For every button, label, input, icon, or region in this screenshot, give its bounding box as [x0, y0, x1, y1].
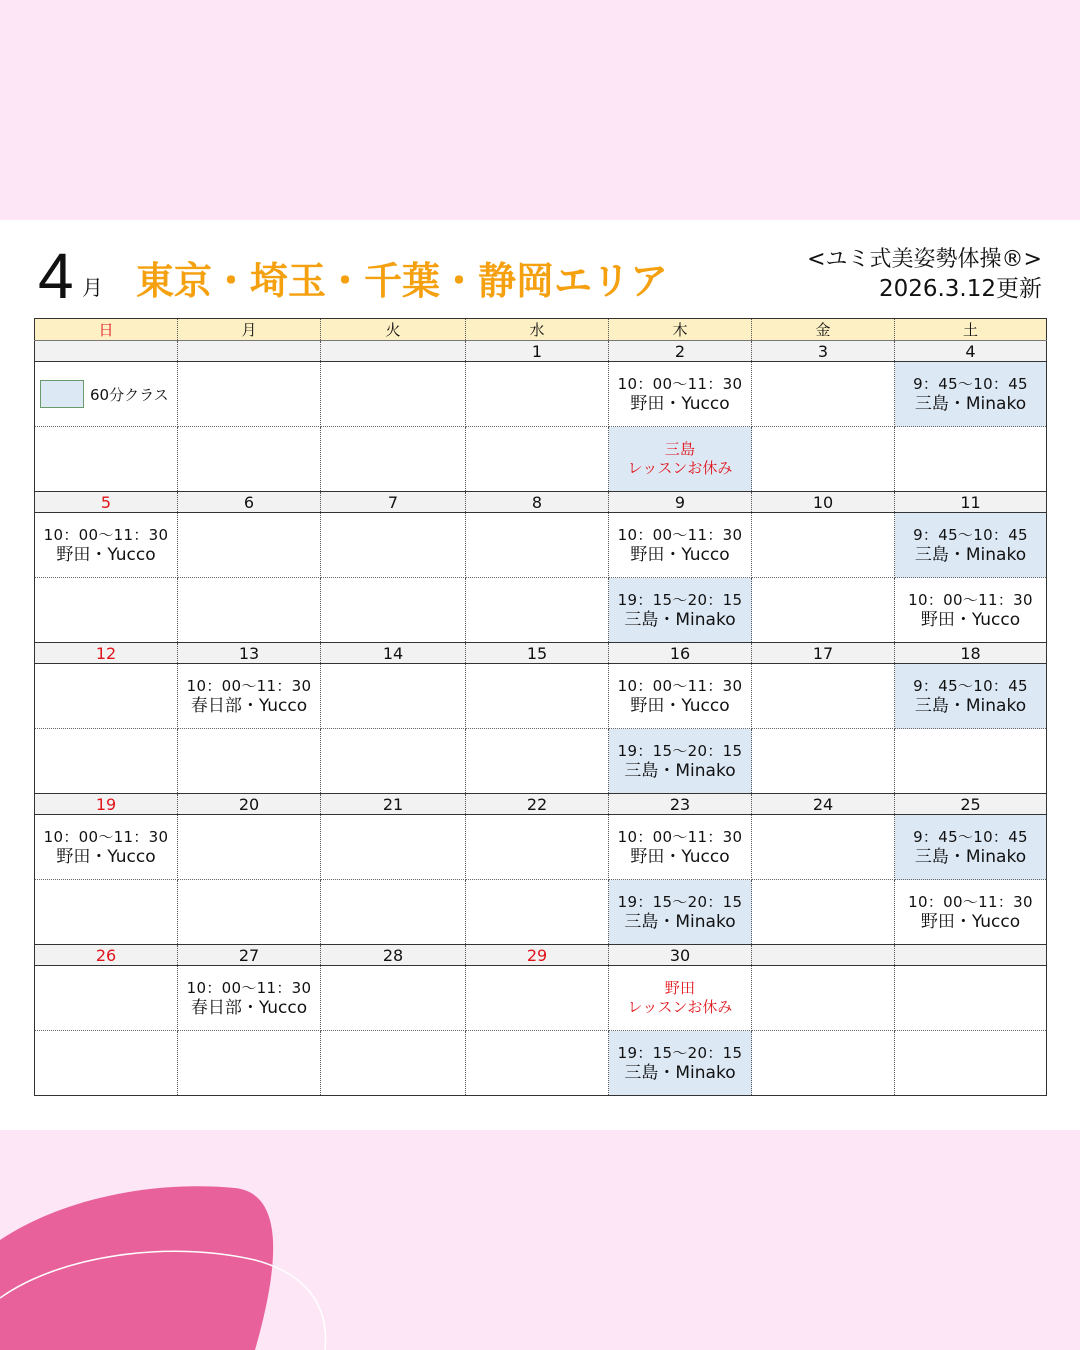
date-cell-mon: [178, 341, 321, 362]
lesson-row: [35, 578, 1047, 643]
date-cell-wed: 29: [466, 945, 609, 966]
empty-cell: [178, 513, 321, 578]
date-cell-fri: 24: [752, 794, 895, 815]
lesson-off-cell: [609, 427, 752, 492]
lesson-instructor: 三島・Minako: [624, 609, 736, 630]
empty-cell: [321, 729, 466, 794]
lesson-cell: [35, 513, 178, 578]
empty-cell: [466, 362, 609, 427]
lesson-cell: [609, 664, 752, 729]
date-cell-sat: 11: [895, 492, 1047, 513]
weekday-mon: 月: [178, 319, 321, 341]
lesson-time: 10：00～11：30: [43, 525, 169, 544]
empty-cell: [752, 513, 895, 578]
date-cell-sun: 5: [35, 492, 178, 513]
date-cell-tue: [321, 341, 466, 362]
empty-cell: [35, 1031, 178, 1096]
lesson-cell: [895, 362, 1047, 427]
empty-cell: [895, 1031, 1047, 1096]
weekday-thu: 木: [609, 319, 752, 341]
lesson-instructor: 三島・Minako: [914, 544, 1027, 565]
date-cell-fri: 3: [752, 341, 895, 362]
lesson-time: 10：00～11：30: [617, 827, 743, 846]
date-cell-sat: [895, 945, 1047, 966]
lesson-time: 10：00～11：30: [186, 978, 312, 997]
legend: [35, 380, 177, 408]
lesson-time: 10：00～11：30: [617, 676, 743, 695]
weekday-header-row: [35, 319, 1047, 341]
empty-cell: [752, 966, 895, 1031]
empty-cell: [752, 815, 895, 880]
off-location: 野田: [664, 979, 696, 997]
empty-cell: [895, 729, 1047, 794]
date-cell-thu: 9: [609, 492, 752, 513]
date-cell-mon: 13: [178, 643, 321, 664]
date-row: [35, 945, 1047, 966]
lesson-time: 10：00～11：30: [186, 676, 312, 695]
lesson-time: 10：00～11：30: [43, 827, 169, 846]
empty-cell: [321, 578, 466, 643]
month-suffix: 月: [82, 276, 103, 300]
lesson-row: [35, 729, 1047, 794]
empty-cell: [466, 427, 609, 492]
lesson-cell: [178, 664, 321, 729]
empty-cell: [321, 815, 466, 880]
empty-cell: [895, 966, 1047, 1031]
date-cell-sun: 12: [35, 643, 178, 664]
empty-cell: [752, 880, 895, 945]
empty-cell: [178, 1031, 321, 1096]
empty-cell: [752, 578, 895, 643]
lesson-instructor: 春日部・Yucco: [190, 997, 308, 1018]
empty-cell: [466, 513, 609, 578]
area-title: 東京・埼玉・千葉・静岡エリア: [136, 259, 669, 303]
lesson-row: [35, 362, 1047, 427]
lesson-cell: [609, 815, 752, 880]
lesson-instructor: 野田・Yucco: [56, 846, 156, 867]
empty-cell: [895, 427, 1047, 492]
empty-cell: [321, 362, 466, 427]
lesson-row: [35, 664, 1047, 729]
empty-cell: [35, 578, 178, 643]
lesson-instructor: 野田・Yucco: [920, 609, 1021, 630]
date-cell-wed: 22: [466, 794, 609, 815]
empty-cell: [178, 362, 321, 427]
decorative-blob: [0, 1180, 340, 1350]
date-cell-tue: 28: [321, 945, 466, 966]
lesson-time: 10：00～11：30: [617, 525, 743, 544]
lesson-cell: [895, 815, 1047, 880]
date-cell-thu: 16: [609, 643, 752, 664]
date-cell-mon: 6: [178, 492, 321, 513]
lesson-time: 19：15～20：15: [617, 1043, 743, 1062]
date-cell-tue: 14: [321, 643, 466, 664]
weekday-fri: 金: [752, 319, 895, 341]
empty-cell: [466, 966, 609, 1031]
date-cell-sun: 19: [35, 794, 178, 815]
lesson-instructor: 春日部・Yucco: [190, 695, 308, 716]
lesson-row: [35, 1031, 1047, 1096]
lesson-row: [35, 966, 1047, 1031]
empty-cell: [752, 664, 895, 729]
empty-cell: [466, 815, 609, 880]
lesson-instructor: 野田・Yucco: [630, 393, 730, 414]
lesson-time: 9：45～10：45: [913, 827, 1028, 846]
legend-swatch: [40, 380, 84, 408]
date-row: [35, 643, 1047, 664]
weekday-sat: 土: [895, 319, 1047, 341]
lesson-cell: [895, 664, 1047, 729]
schedule-calendar: [34, 318, 1047, 1096]
lesson-instructor: 三島・Minako: [914, 846, 1027, 867]
date-cell-tue: 21: [321, 794, 466, 815]
empty-cell: [321, 427, 466, 492]
empty-cell: [178, 815, 321, 880]
month-number: 4: [38, 240, 74, 312]
date-cell-fri: 10: [752, 492, 895, 513]
legend-cell: [35, 362, 178, 427]
empty-cell: [178, 729, 321, 794]
lesson-time: 10：00～11：30: [617, 374, 743, 393]
lesson-time: 19：15～20：15: [617, 741, 743, 760]
updated-date: 2026.3.12更新: [878, 276, 1042, 302]
date-cell-tue: 7: [321, 492, 466, 513]
date-cell-sun: 26: [35, 945, 178, 966]
lesson-instructor: 野田・Yucco: [630, 695, 730, 716]
off-label: レッスンお休み: [627, 998, 733, 1016]
empty-cell: [466, 1031, 609, 1096]
empty-cell: [35, 729, 178, 794]
lesson-time: 10：00～11：30: [908, 892, 1033, 911]
lesson-time: 9：45～10：45: [913, 374, 1028, 393]
lesson-instructor: 野田・Yucco: [56, 544, 156, 565]
date-cell-mon: 27: [178, 945, 321, 966]
lesson-cell: [609, 1031, 752, 1096]
date-cell-sat: 18: [895, 643, 1047, 664]
empty-cell: [35, 966, 178, 1031]
empty-cell: [321, 880, 466, 945]
lesson-row: [35, 880, 1047, 945]
lesson-time: 9：45～10：45: [913, 676, 1028, 695]
lesson-cell: [609, 729, 752, 794]
date-cell-sat: 4: [895, 341, 1047, 362]
empty-cell: [35, 664, 178, 729]
lesson-row: [35, 513, 1047, 578]
empty-cell: [752, 427, 895, 492]
empty-cell: [466, 880, 609, 945]
date-row: [35, 341, 1047, 362]
empty-cell: [35, 880, 178, 945]
empty-cell: [35, 427, 178, 492]
lesson-cell: [895, 578, 1047, 643]
empty-cell: [178, 578, 321, 643]
empty-cell: [321, 966, 466, 1031]
lesson-cell: [609, 513, 752, 578]
empty-cell: [321, 664, 466, 729]
lesson-row: [35, 815, 1047, 880]
lesson-instructor: 三島・Minako: [624, 760, 736, 781]
weekday-wed: 水: [466, 319, 609, 341]
lesson-time: 10：00～11：30: [908, 590, 1033, 609]
lesson-instructor: 野田・Yucco: [630, 544, 730, 565]
lesson-cell: [609, 578, 752, 643]
empty-cell: [752, 729, 895, 794]
date-row: [35, 794, 1047, 815]
empty-cell: [466, 664, 609, 729]
date-cell-fri: [752, 945, 895, 966]
lesson-cell: [178, 966, 321, 1031]
date-cell-thu: 2: [609, 341, 752, 362]
date-cell-mon: 20: [178, 794, 321, 815]
weekday-sun: 日: [35, 319, 178, 341]
lesson-time: 19：15～20：15: [617, 892, 743, 911]
date-cell-wed: 1: [466, 341, 609, 362]
lesson-cell: [609, 362, 752, 427]
lesson-instructor: 三島・Minako: [624, 911, 736, 932]
legend-label: 60分クラス: [90, 385, 169, 404]
lesson-cell: [609, 880, 752, 945]
lesson-instructor: 三島・Minako: [914, 393, 1027, 414]
lesson-cell: [895, 880, 1047, 945]
date-cell-thu: 30: [609, 945, 752, 966]
empty-cell: [752, 362, 895, 427]
off-location: 三島: [664, 440, 696, 458]
date-cell-wed: 8: [466, 492, 609, 513]
lesson-instructor: 三島・Minako: [914, 695, 1027, 716]
lesson-time: 19：15～20：15: [617, 590, 743, 609]
empty-cell: [178, 427, 321, 492]
calendar-sheet: [0, 220, 1080, 1130]
empty-cell: [321, 513, 466, 578]
lesson-time: 9：45～10：45: [913, 525, 1028, 544]
empty-cell: [752, 1031, 895, 1096]
lesson-instructor: 野田・Yucco: [630, 846, 730, 867]
lesson-cell: [35, 815, 178, 880]
date-cell-wed: 15: [466, 643, 609, 664]
empty-cell: [321, 1031, 466, 1096]
empty-cell: [466, 578, 609, 643]
off-label: レッスンお休み: [627, 459, 733, 477]
date-row: [35, 492, 1047, 513]
date-cell-thu: 23: [609, 794, 752, 815]
lesson-cell: [895, 513, 1047, 578]
lesson-instructor: 三島・Minako: [624, 1062, 736, 1083]
date-cell-sat: 25: [895, 794, 1047, 815]
lesson-instructor: 野田・Yucco: [920, 911, 1021, 932]
lesson-off-cell: [609, 966, 752, 1031]
empty-cell: [466, 729, 609, 794]
lesson-row: [35, 427, 1047, 492]
date-cell-fri: 17: [752, 643, 895, 664]
brand-label: <ユミ式美姿勢体操®>: [807, 247, 1042, 272]
empty-cell: [178, 880, 321, 945]
date-cell-sun: [35, 341, 178, 362]
weekday-tue: 火: [321, 319, 466, 341]
